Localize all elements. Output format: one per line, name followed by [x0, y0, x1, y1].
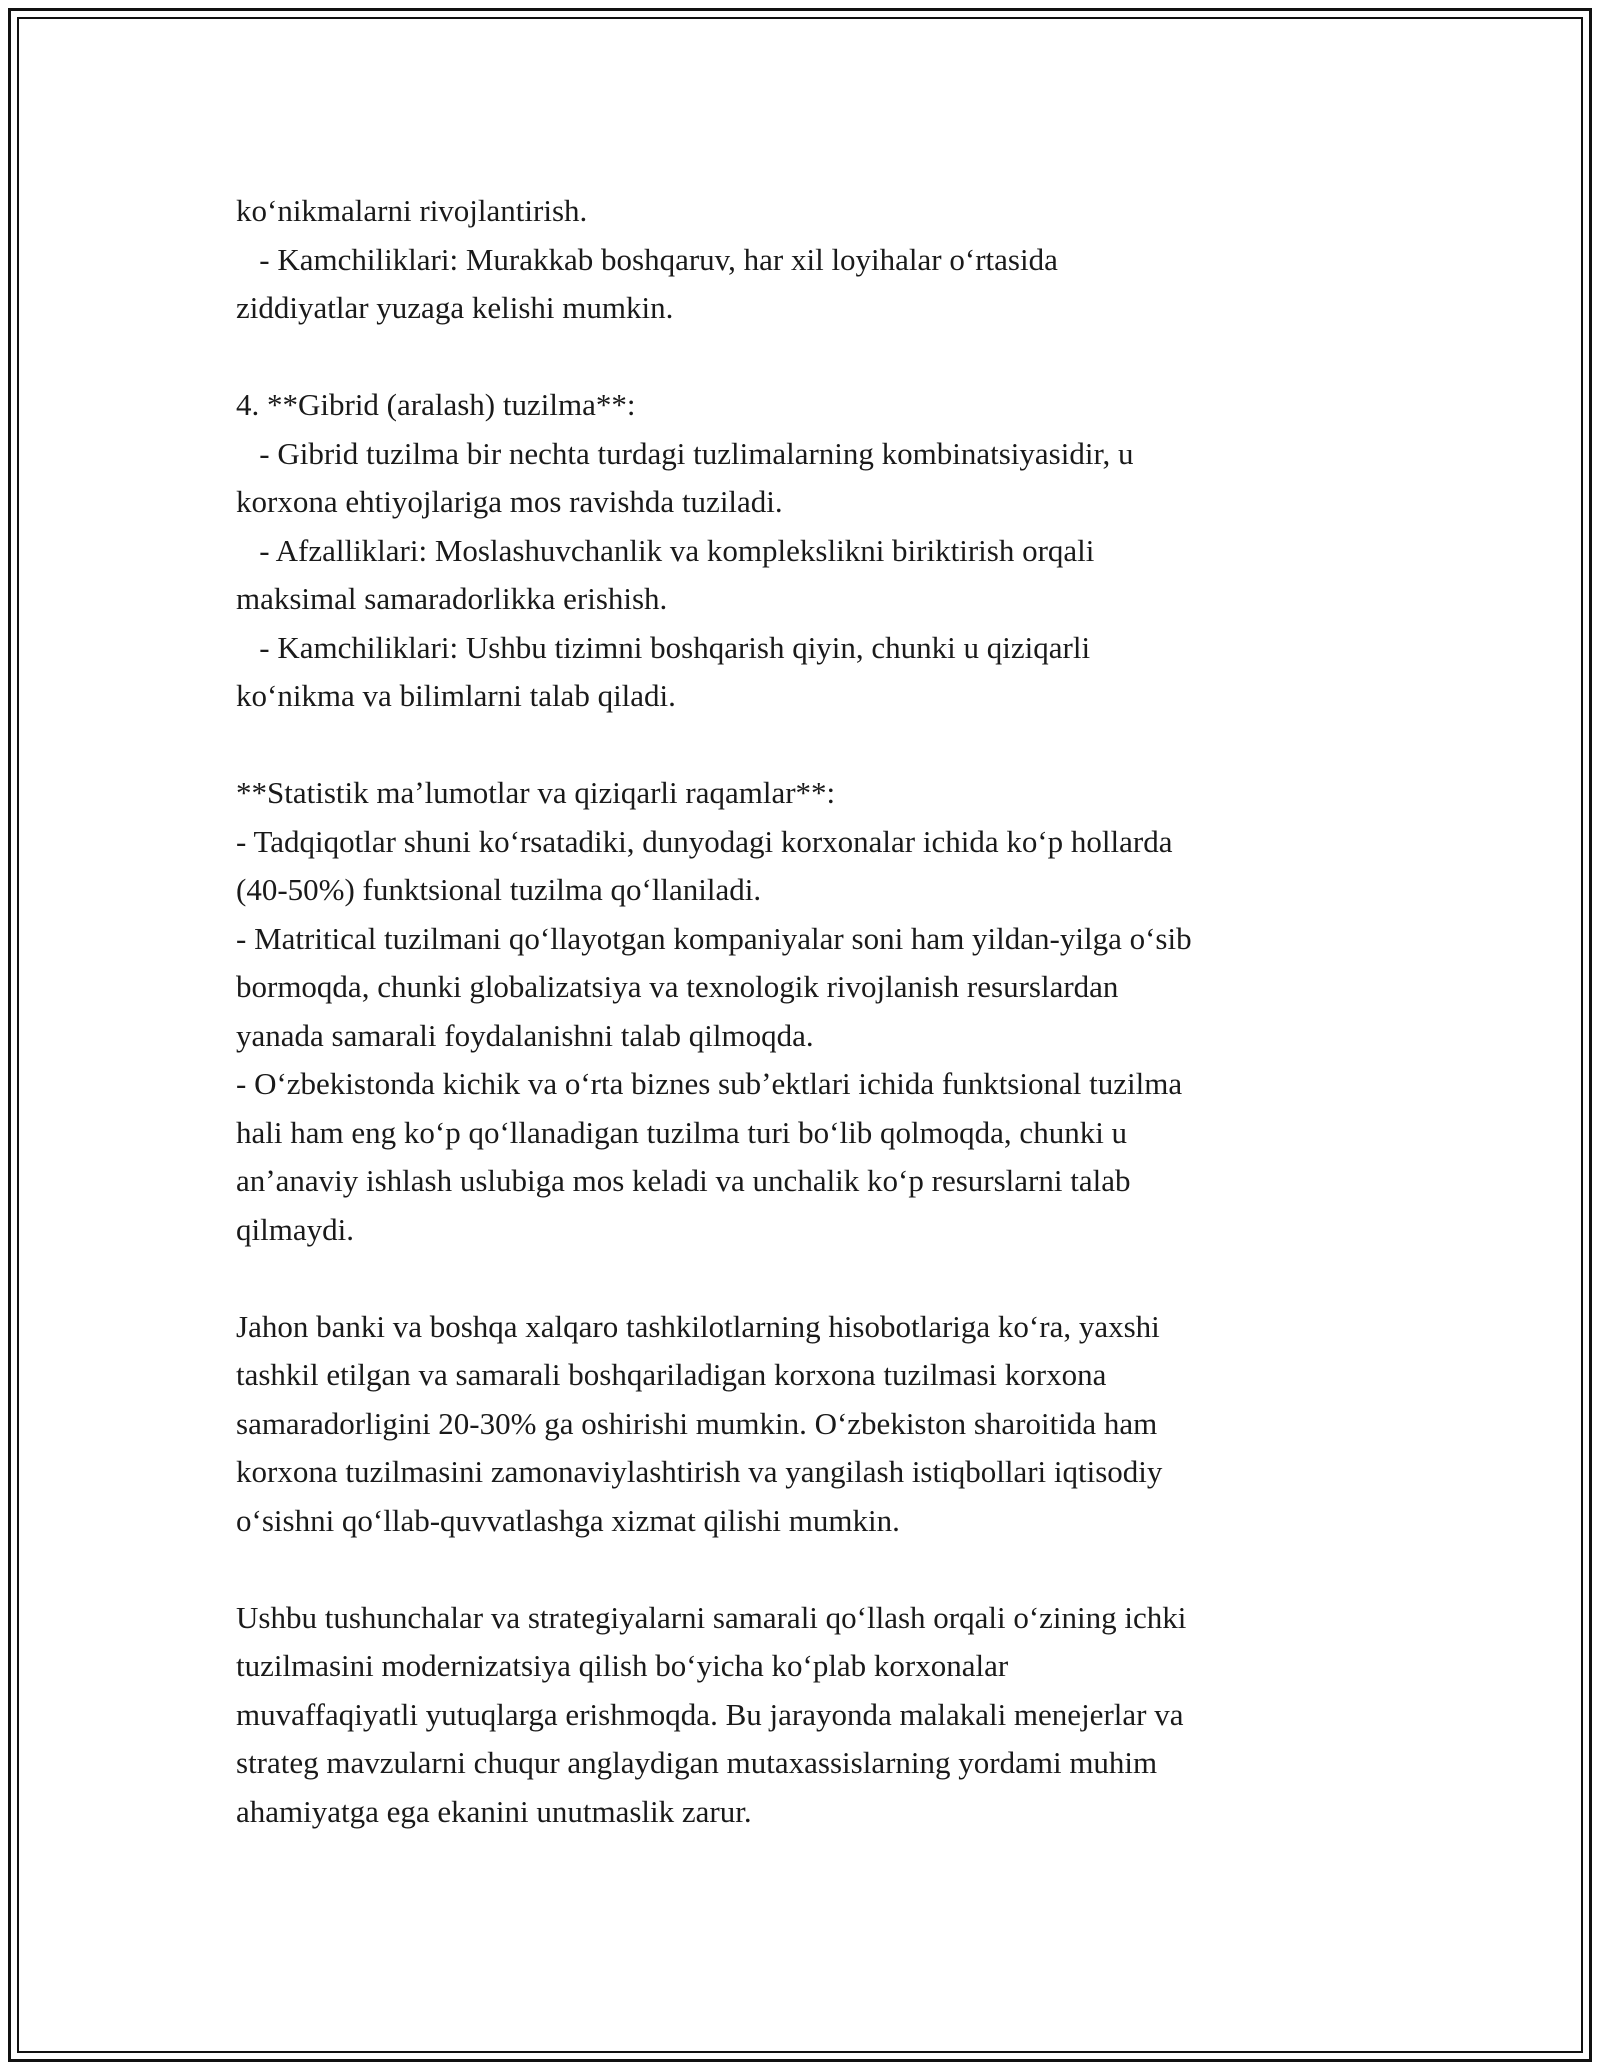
text-line: - Kamchiliklari: Ushbu tizimni boshqarish qiyin, chunki u qiziqarli: [236, 629, 1091, 665]
text-line: maksimal samaradorlikka erishish.: [236, 581, 668, 616]
section-heading: 4. **Gibrid (aralash) tuzilma**:: [236, 387, 636, 422]
text-line: - Oʻzbekistonda kichik va oʻrta biznes subʼektlari ichida funktsional tuzilma: [236, 1066, 1183, 1101]
text-line: Jahon banki va boshqa xalqaro tashkilotlarning hisobotlariga koʻra, yaxshi: [236, 1308, 1160, 1344]
text-line: tashkil etilgan va samarali boshqariladigan korxona tuzilmasi korxona: [236, 1357, 1107, 1392]
blank-line: [236, 1254, 1386, 1303]
text-line: - Kamchiliklari: Murakkab boshqaruv, har xil loyihalar oʻrtasida: [236, 241, 1058, 277]
text-line: samaradorligini 20-30% ga oshirishi mumkin. Oʻzbekiston sharoitida ham: [236, 1405, 1158, 1441]
document-body: [236, 187, 1386, 1836]
text-line: - Tadqiqotlar shuni koʻrsatadiki, dunyodagi korxonalar ichida koʻp hollarda: [236, 823, 1173, 859]
text-line: muvaffaqiyatli yutuqlarga erishmoqda. Bu jarayonda malakali menejerlar va: [236, 1696, 1184, 1732]
text-line: - Matritical tuzilmani qoʻllayotgan kompaniyalar soni ham yildan-yilga oʻsib: [236, 920, 1192, 956]
text-line: bormoqda, chunki globalizatsiya va texnologik rivojlanish resurslardan: [236, 969, 1119, 1004]
text-line: tuzilmasini modernizatsiya qilish boʻyicha koʻplab korxonalar: [236, 1648, 1009, 1683]
text-line: qilmaydi.: [236, 1211, 354, 1247]
text-line: ziddiyatlar yuzaga kelishi mumkin.: [236, 290, 674, 325]
text-line: - Afzalliklari: Moslashuvchanlik va komplekslikni biriktirish orqali: [236, 532, 1095, 568]
section-heading: **Statistik maʼlumotlar va qiziqarli raqamlar**:: [236, 775, 836, 810]
text-line: oʻsishni qoʻllab-quvvatlashga xizmat qilishi mumkin.: [236, 1502, 900, 1538]
text-line: koʻnikma va bilimlarni talab qiladi.: [236, 678, 676, 713]
text-line: strateg mavzularni chuqur anglaydigan mutaxassislarning yordami muhim: [236, 1745, 1158, 1780]
text-line: korxona tuzilmasini zamonaviylashtirish va yangilash istiqbollari iqtisodiy: [236, 1454, 1163, 1489]
text-line: korxona ehtiyojlariga mos ravishda tuziladi.: [236, 484, 783, 519]
blank-line: [236, 333, 1386, 382]
blank-line: [236, 1545, 1386, 1594]
text-line: (40-50%) funktsional tuzilma qoʻllaniladi.: [236, 872, 762, 907]
text-line: koʻnikmalarni rivojlantirish.: [236, 193, 588, 228]
blank-line: [236, 721, 1386, 770]
text-line: - Gibrid tuzilma bir nechta turdagi tuzlimalarning kombinatsiyasidir, u: [236, 435, 1134, 471]
text-line: Ushbu tushunchalar va strategiyalarni samarali qoʻllash orqali oʻzining ichki: [236, 1599, 1187, 1635]
text-line: ahamiyatga ega ekanini unutmaslik zarur.: [236, 1793, 752, 1829]
text-line: anʼanaviy ishlash uslubiga mos keladi va unchalik koʻp resurslarni talab: [236, 1163, 1131, 1198]
text-line: yanada samarali foydalanishni talab qilmoqda.: [236, 1017, 814, 1053]
text-line: hali ham eng koʻp qoʻllanadigan tuzilma turi boʻlib qolmoqda, chunki u: [236, 1114, 1128, 1150]
